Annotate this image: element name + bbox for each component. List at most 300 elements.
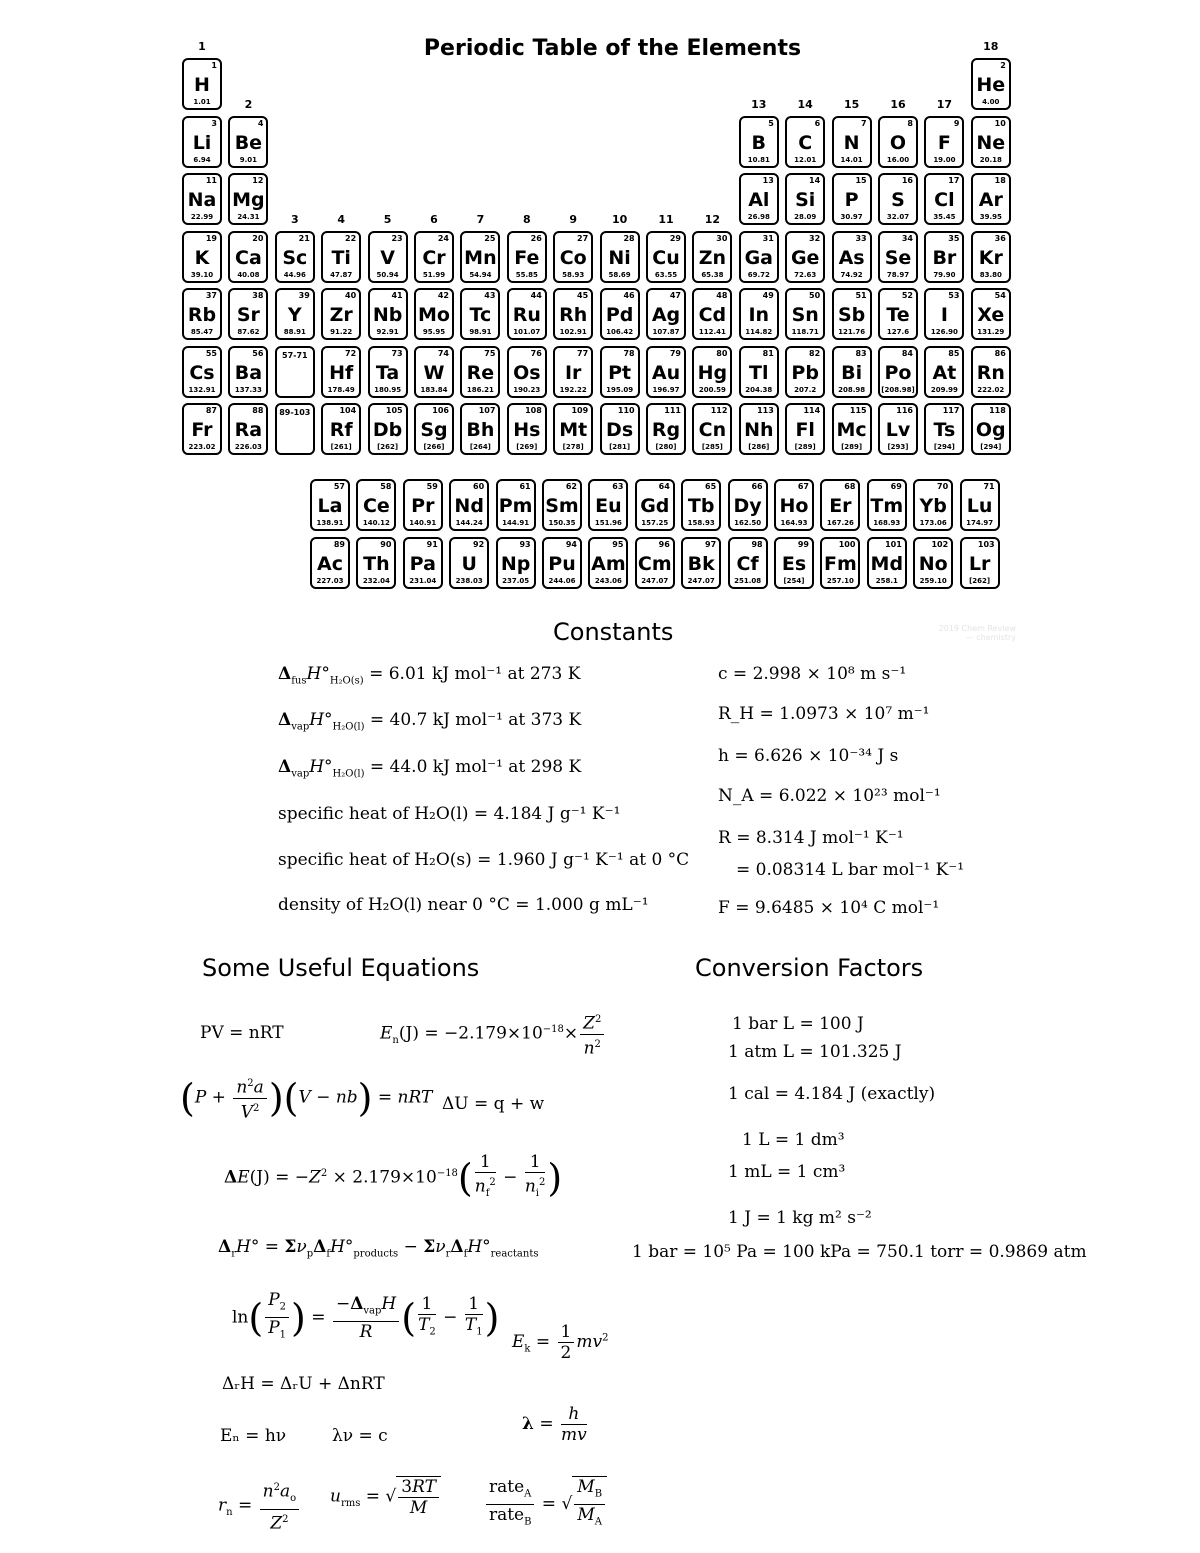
atomic-mass: 58.93 [562, 270, 585, 279]
atomic-number: 89 [333, 540, 345, 549]
element-cell-ir [553, 346, 593, 398]
const-density-water: density of H₂O(l) near 0 °C = 1.000 g mL⁻¹ [278, 895, 649, 915]
atomic-mass: 87.62 [237, 328, 260, 336]
element-symbol: Ti [331, 246, 351, 269]
element-symbol: Tb [687, 495, 715, 517]
atomic-number: 27 [577, 233, 589, 243]
atomic-mass: 231.04 [409, 577, 437, 585]
atomic-number: 13 [762, 176, 774, 185]
const-spec-heat-liquid: specific heat of H₂O(l) = 4.184 J g⁻¹ K⁻¹ [278, 804, 621, 824]
element-symbol: He [976, 74, 1006, 96]
atomic-mass: 16.00 [886, 155, 910, 164]
element-cell-ra [228, 403, 268, 455]
atomic-number: 16 [901, 176, 913, 185]
element-cell-ti [321, 231, 361, 283]
element-symbol: Y [287, 304, 302, 326]
atomic-mass: 157.25 [641, 519, 669, 527]
element-symbol: Dy [733, 495, 762, 517]
atomic-number: 41 [391, 291, 403, 300]
atomic-number: 91 [426, 540, 438, 549]
element-cell-zn [692, 231, 732, 283]
element-symbol: Ho [779, 495, 809, 517]
atomic-number: 10 [994, 118, 1006, 128]
eq-van-der-waals: (P + $\frac{n^2a}{V^2}$ )(V − nb) = nRT [180, 1074, 432, 1122]
element-cell-w [414, 346, 454, 398]
atomic-mass: 226.03 [234, 443, 262, 451]
atomic-mass: 40.08 [237, 270, 260, 279]
atomic-mass: 232.04 [362, 577, 390, 585]
element-cell-se [878, 231, 918, 283]
element-cell-au [646, 346, 686, 398]
element-symbol: I [940, 304, 948, 326]
atomic-mass: 137.33 [234, 385, 262, 394]
atomic-mass: 92.91 [376, 328, 399, 336]
element-symbol: U [461, 553, 477, 575]
atomic-mass: 183.84 [420, 385, 448, 394]
element-cell-mg [228, 173, 268, 225]
element-cell-bk [681, 537, 721, 589]
element-symbol: Am [591, 553, 626, 575]
atomic-mass: 168.93 [873, 519, 901, 527]
atomic-mass: [294] [980, 443, 1002, 451]
atomic-mass: 140.12 [362, 519, 390, 527]
element-cell-am [588, 537, 628, 589]
element-symbol: Yb [919, 495, 947, 517]
atomic-mass: 44.96 [283, 270, 306, 279]
element-symbol: Os [513, 361, 541, 384]
atomic-mass: 173.06 [919, 519, 947, 527]
element-cell-h [182, 58, 222, 110]
atomic-number: 2 [1000, 61, 1006, 70]
element-cell-ds [600, 403, 640, 455]
element-cell-re [460, 346, 500, 398]
atomic-mass: [289] [794, 443, 816, 451]
atomic-mass: 180.95 [374, 385, 402, 394]
element-cell-n [832, 116, 872, 168]
element-cell-sm [542, 479, 582, 531]
group-number-11: 11 [658, 212, 674, 226]
atomic-mass: 30.97 [840, 213, 863, 221]
element-symbol: At [932, 361, 957, 384]
atomic-mass: 6.94 [193, 155, 211, 164]
element-cell-pt [600, 346, 640, 398]
atomic-number: 86 [994, 348, 1006, 358]
atomic-mass: 79.90 [933, 270, 956, 279]
atomic-number: 72 [345, 348, 357, 358]
atomic-number: 97 [705, 540, 717, 549]
atomic-number: 74 [437, 348, 449, 358]
atomic-mass: 114.82 [745, 328, 773, 336]
atomic-number: 7 [861, 118, 867, 128]
atomic-number: 75 [484, 348, 496, 358]
element-cell-rb [182, 288, 222, 340]
element-cell-th [356, 537, 396, 589]
atomic-number: 111 [664, 406, 681, 415]
element-cell-rf [321, 403, 361, 455]
element-symbol: Ds [606, 419, 634, 441]
element-cell-br [924, 231, 964, 283]
atomic-number: 71 [983, 482, 995, 491]
atomic-mass: 190.23 [513, 385, 541, 394]
atomic-number: 102 [931, 540, 949, 549]
atomic-number: 81 [762, 348, 774, 358]
element-cell-pb [785, 346, 825, 398]
eq-transition-energy: $\Delta E(J) = -Z^2 \times 2.179\times 10^{-18}$( $\frac{1}{n_f^2}$ − $\frac{1}{n_i^2}$ ) [224, 1152, 563, 1201]
element-cell-al [739, 173, 779, 225]
element-symbol: Lu [966, 495, 993, 517]
element-cell-bi [832, 346, 872, 398]
element-symbol: Ne [976, 131, 1006, 154]
element-symbol: Ca [235, 246, 262, 269]
element-symbol: Co [559, 246, 587, 269]
element-symbol: Ge [790, 246, 820, 269]
element-symbol: Se [884, 246, 912, 269]
group-number-13: 13 [751, 97, 767, 111]
element-cell-ru [507, 288, 547, 340]
element-symbol: Ac [317, 553, 343, 575]
atomic-mass: [278] [562, 443, 584, 451]
atomic-number: 24 [437, 233, 449, 243]
const-fus-enthalpy: $\Delta_{fus}H^\circ_{H_2O(s)} = 6.01$ kJ mol⁻¹ at 273 K [278, 664, 581, 687]
element-symbol: Rf [329, 419, 353, 441]
element-cell-lr [960, 537, 1000, 589]
atomic-number: 33 [855, 233, 867, 243]
conversion-atm-liter: 1 atm L = 101.325 J [728, 1042, 902, 1062]
element-symbol: Sb [837, 304, 866, 326]
atomic-mass: 91.22 [330, 328, 353, 336]
element-symbol: Ag [651, 304, 681, 326]
atomic-mass: 243.06 [594, 577, 622, 585]
atomic-mass: 54.94 [469, 270, 492, 279]
atomic-mass: [281] [609, 443, 631, 451]
element-symbol: Cu [652, 246, 680, 269]
element-cell-zr [321, 288, 361, 340]
atomic-number: 28 [623, 233, 635, 243]
element-cell-og [971, 403, 1011, 455]
atomic-mass: 85.47 [190, 328, 214, 336]
atomic-number: 8 [907, 118, 913, 128]
atomic-mass: [294] [933, 443, 955, 451]
atomic-number: 1 [211, 61, 217, 70]
atomic-mass: [286] [748, 443, 770, 451]
page-title: Periodic Table of the Elements [423, 36, 802, 61]
group-number-5: 5 [383, 212, 392, 226]
eq-ideal-gas: PV = nRT [200, 1023, 284, 1043]
element-cell-f [924, 116, 964, 168]
atomic-mass: 144.91 [502, 519, 530, 527]
atomic-mass: 12.01 [794, 155, 817, 164]
element-symbol: Tm [870, 495, 904, 517]
group-number-18: 18 [983, 40, 999, 53]
atomic-number: 34 [901, 233, 913, 243]
element-cell-tm [867, 479, 907, 531]
atomic-number: 54 [994, 291, 1006, 300]
atomic-number: 64 [658, 482, 670, 491]
element-cell-b [739, 116, 779, 168]
element-symbol: Rh [559, 304, 588, 326]
conversions-heading: Conversion Factors [695, 954, 924, 982]
element-symbol: Nb [372, 304, 403, 326]
element-symbol: Og [975, 419, 1006, 441]
element-symbol: In [748, 304, 770, 326]
element-symbol: Ga [744, 246, 773, 269]
element-symbol: Md [870, 553, 904, 575]
element-cell-as [832, 231, 872, 283]
element-symbol: Ru [512, 304, 541, 326]
element-cell-si [785, 173, 825, 225]
atomic-mass: 106.42 [606, 328, 634, 336]
atomic-number: 87 [205, 406, 217, 415]
element-cell-cr [414, 231, 454, 283]
atomic-mass: 259.10 [919, 577, 947, 585]
element-cell-tl [739, 346, 779, 398]
atomic-number: 101 [885, 540, 902, 549]
conversion-milliliter: 1 mL = 1 cm³ [728, 1162, 846, 1182]
atomic-number: 103 [977, 540, 995, 549]
element-symbol: Rg [651, 419, 681, 441]
atomic-number: 11 [205, 176, 217, 185]
element-cell-po [878, 346, 918, 398]
atomic-number: 4 [257, 118, 264, 128]
group-number-8: 8 [522, 212, 531, 226]
atomic-number: 32 [809, 233, 821, 243]
atomic-mass: 72.63 [794, 270, 817, 279]
element-symbol: P [844, 189, 859, 211]
element-cell-db [368, 403, 408, 455]
element-cell-he [971, 58, 1011, 110]
const-speed-of-light: c = 2.998 × 10⁸ m s⁻¹ [718, 664, 907, 684]
atomic-mass: 121.76 [838, 328, 866, 336]
atomic-mass: 78.97 [886, 270, 910, 279]
atomic-mass: 50.94 [376, 270, 399, 279]
conversion-liter: 1 L = 1 dm³ [742, 1130, 845, 1150]
atomic-number: 85 [948, 348, 960, 358]
element-cell-p [832, 173, 872, 225]
atomic-number: 47 [669, 291, 681, 300]
atomic-mass: 65.38 [701, 270, 724, 279]
element-cell-mt [553, 403, 593, 455]
element-symbol: Cf [736, 553, 759, 575]
atomic-number: 3 [211, 118, 217, 128]
element-symbol: Po [884, 361, 912, 384]
atomic-number: 48 [716, 291, 728, 300]
atomic-mass: [208.98] [881, 385, 915, 394]
element-cell-sn [785, 288, 825, 340]
conversion-joule: 1 J = 1 kg m² s⁻² [728, 1208, 872, 1228]
eq-enthalpy-relation: ΔᵣH = ΔᵣU + ΔnRT [222, 1374, 385, 1394]
atomic-number: 68 [844, 482, 856, 491]
element-cell-cd [692, 288, 732, 340]
atomic-mass: 4.00 [982, 98, 1000, 106]
atomic-mass: 118.71 [791, 328, 819, 336]
atomic-number: 94 [565, 540, 577, 549]
element-cell-ge [785, 231, 825, 283]
element-symbol: Fr [191, 419, 213, 441]
atomic-number: 84 [901, 348, 913, 358]
atomic-mass: [261] [330, 443, 352, 451]
element-symbol: K [194, 246, 210, 269]
atomic-number: 73 [391, 348, 403, 358]
atomic-number: 76 [530, 348, 542, 358]
atomic-number: 31 [762, 233, 774, 243]
element-cell-er [820, 479, 860, 531]
atomic-number: 51 [855, 291, 867, 300]
range-cell [275, 346, 315, 398]
element-symbol: Pr [411, 495, 435, 517]
atomic-mass: 200.59 [698, 385, 726, 394]
atomic-mass: 83.80 [979, 270, 1002, 279]
atomic-mass: 158.93 [687, 519, 715, 527]
atomic-mass: 150.35 [548, 519, 576, 527]
element-symbol: Ts [933, 419, 956, 441]
element-symbol: Sm [545, 495, 579, 517]
element-cell-dy [728, 479, 768, 531]
atomic-mass: 74.92 [840, 270, 863, 279]
atomic-mass: 10.81 [747, 155, 770, 164]
element-symbol: Fl [795, 419, 815, 441]
atomic-mass: 208.98 [838, 385, 866, 394]
element-symbol: Nh [744, 419, 774, 441]
group-number-7: 7 [476, 212, 485, 226]
atomic-number: 40 [345, 291, 357, 300]
element-cell-la [310, 479, 350, 531]
atomic-mass: 98.91 [469, 328, 492, 336]
watermark: 2019 Chem Review — chemistry [938, 624, 1016, 642]
group-number-17: 17 [936, 97, 953, 111]
element-cell-ca [228, 231, 268, 283]
atomic-mass: 132.91 [188, 385, 216, 394]
element-symbol: Cm [637, 553, 672, 575]
group-number-3: 3 [290, 212, 299, 226]
element-symbol: Er [829, 495, 852, 517]
atomic-number: 56 [252, 348, 264, 358]
atomic-mass: [289] [841, 443, 863, 451]
element-symbol: Sg [420, 419, 448, 441]
atomic-number: 29 [669, 233, 681, 243]
element-symbol: Hg [697, 361, 728, 384]
element-cell-ag [646, 288, 686, 340]
atomic-number: 57 [333, 482, 345, 491]
element-symbol: Tc [469, 304, 492, 326]
atomic-number: 106 [432, 406, 449, 415]
element-symbol: Fm [824, 553, 857, 575]
atomic-number: 77 [577, 348, 589, 358]
const-vap-enthalpy-298: $\Delta_{vap}H^\circ_{H_2O(l)} = 44.0$ kJ mol⁻¹ at 298 K [278, 757, 582, 780]
element-cell-i [924, 288, 964, 340]
element-cell-pu [542, 537, 582, 589]
element-cell-tc [460, 288, 500, 340]
atomic-number: 39 [298, 291, 310, 300]
group-number-9: 9 [569, 212, 578, 226]
group-number-10: 10 [611, 212, 628, 226]
element-symbol: Db [372, 419, 403, 441]
atomic-mass: 51.99 [422, 270, 446, 279]
element-symbol: Ni [608, 246, 631, 269]
atomic-number: 82 [809, 348, 821, 358]
atomic-mass: 140.91 [409, 519, 437, 527]
element-cell-lv [878, 403, 918, 455]
atomic-number: 110 [617, 406, 635, 415]
element-cell-mn [460, 231, 500, 283]
element-symbol: Li [192, 131, 212, 154]
element-cell-eu [588, 479, 628, 531]
atomic-number: 109 [571, 406, 589, 415]
element-symbol: Al [748, 189, 770, 211]
atomic-number: 26 [530, 233, 542, 243]
element-cell-ar [971, 173, 1011, 225]
element-cell-hg [692, 346, 732, 398]
element-symbol: Bi [841, 361, 863, 384]
element-cell-li [182, 116, 222, 168]
element-symbol: La [317, 495, 343, 517]
atomic-number: 30 [716, 233, 728, 243]
atomic-mass: 26.98 [747, 213, 770, 221]
atomic-mass: 209.99 [930, 385, 958, 394]
conversion-calorie: 1 cal = 4.184 J (exactly) [728, 1084, 936, 1104]
atomic-number: 99 [797, 540, 809, 549]
atomic-mass: 69.72 [747, 270, 770, 279]
element-symbol: Pt [608, 361, 632, 384]
eq-wave: λν = c [332, 1426, 388, 1446]
const-planck: h = 6.626 × 10⁻³⁴ J s [718, 746, 899, 766]
atomic-number: 113 [757, 406, 774, 415]
conversion-pressure: 1 bar = 10⁵ Pa = 100 kPa = 750.1 torr = 0.9869 atm [632, 1242, 1087, 1262]
element-cell-o [878, 116, 918, 168]
atomic-number: 69 [890, 482, 902, 491]
element-cell-rg [646, 403, 686, 455]
group-number-14: 14 [797, 97, 813, 111]
atomic-number: 17 [948, 176, 960, 185]
element-cell-co [553, 231, 593, 283]
element-symbol: Hs [513, 419, 541, 441]
element-symbol: H [194, 74, 210, 96]
element-cell-mc [832, 403, 872, 455]
atomic-number: 14 [809, 176, 821, 185]
element-cell-te [878, 288, 918, 340]
conversion-bar-liter: 1 bar L = 100 J [732, 1014, 864, 1034]
element-cell-fm [820, 537, 860, 589]
atomic-mass: 258.1 [875, 577, 898, 585]
element-cell-pd [600, 288, 640, 340]
element-cell-ho [774, 479, 814, 531]
element-cell-lu [960, 479, 1000, 531]
atomic-number: 92 [473, 540, 485, 549]
atomic-mass: 164.93 [780, 519, 808, 527]
const-rydberg: R_H = 1.0973 × 10⁷ m⁻¹ [718, 704, 930, 724]
const-avogadro: N_A = 6.022 × 10²³ mol⁻¹ [718, 786, 941, 806]
atomic-mass: [280] [655, 443, 677, 451]
element-symbol: W [423, 361, 445, 384]
element-cell-rn [971, 346, 1011, 398]
atomic-mass: 167.26 [826, 519, 854, 527]
atomic-number: 80 [716, 348, 728, 358]
element-cell-no [913, 537, 953, 589]
element-cell-fe [507, 231, 547, 283]
element-cell-cm [635, 537, 675, 589]
element-symbol: C [798, 131, 813, 154]
atomic-mass: [266] [423, 443, 445, 451]
atomic-number: 118 [989, 406, 1006, 415]
atomic-number: 5 [768, 118, 774, 128]
element-symbol: B [751, 131, 767, 154]
atomic-number: 116 [896, 406, 913, 415]
element-symbol: Gd [640, 495, 670, 517]
atomic-mass: 63.55 [654, 270, 678, 279]
atomic-mass: 47.87 [330, 270, 353, 279]
element-cell-pm [496, 479, 536, 531]
atomic-number: 38 [252, 291, 264, 300]
atomic-mass: [262] [377, 443, 399, 451]
